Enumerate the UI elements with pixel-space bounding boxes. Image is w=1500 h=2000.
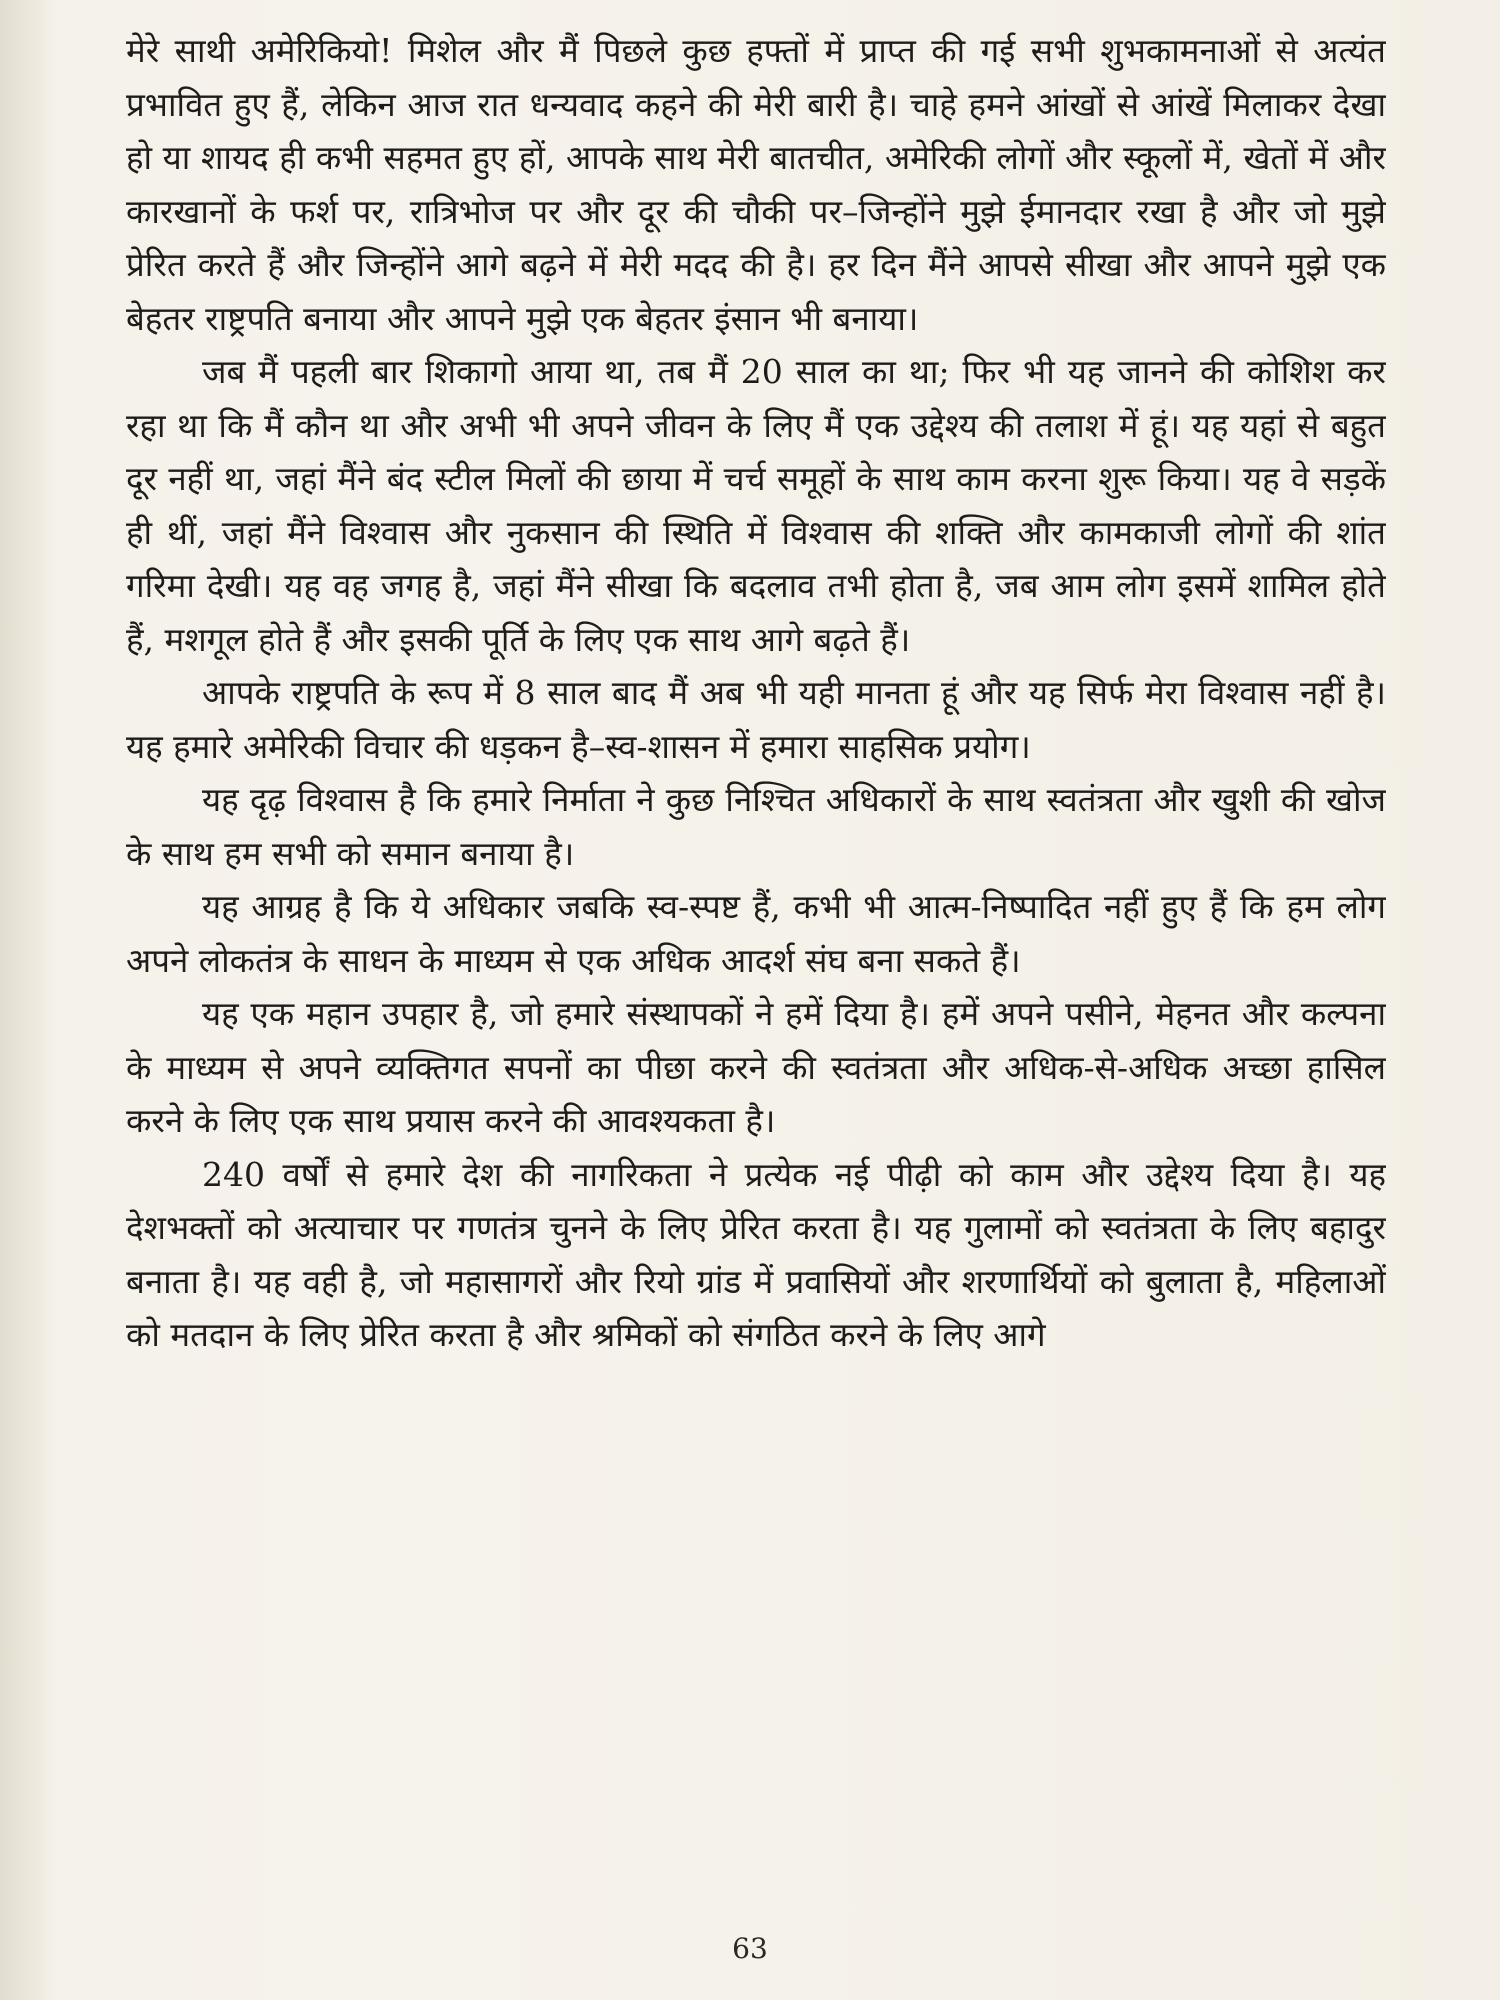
page-number: 63 xyxy=(732,1932,768,1965)
page-gutter-shadow xyxy=(0,0,48,2000)
paragraph-5: यह आग्रह है कि ये अधिकार जबकि स्व-स्पष्ट हैं, कभी भी आत्म-निष्पादित नहीं हुए हैं कि हम लोग अपने लोकतंत्र के साधन के माध्यम से एक अधिक आदर्श संघ बना सकते हैं। xyxy=(126,887,1386,980)
paragraph-1: मेरे साथी अमेरिकियो! मिशेल और मैं पिछले कुछ हफ्तों में प्राप्त की गई सभी शुभकामनाओं से अत्यंत प्रभावित हुए हैं, लेकिन आज रात धन्यवाद कहने की मेरी बारी है। चाहे हमने आंखों से आंखें मिलाकर देखा हो या शायद ही कभी सहमत हुए हों, आपके साथ मेरी बातचीत, अमेरिकी लोगों और स्कूलों में, खेतों में और कारखानों के फर्श पर, रात्रिभोज पर और दूर की चौकी पर–जिन्होंने मुझे ईमानदार रखा है और जो मुझे प्रेरित करते हैं और जिन्होंने आगे बढ़ने में मेरी मदद की है। हर दिन मैंने आपसे सीखा और आपने मुझे एक बेहतर राष्ट्रपति बनाया और आपने मुझे एक बेहतर इंसान भी बनाया। xyxy=(126,31,1386,338)
paragraph-7: 240 वर्षों से हमारे देश की नागरिकता ने प्रत्येक नई पीढ़ी को काम और उद्देश्य दिया है। यह देशभक्तों को अत्याचार पर गणतंत्र चुनने के लिए प्रेरित करता है। यह गुलामों को स्वतंत्रता के लिए बहादुर बनाता है। यह वही है, जो महासागरों और रियो ग्रांड में प्रवासियों और शरणार्थियों को बुलाता है, महिलाओं को मतदान के लिए प्रेरित करता है और श्रमिकों को संगठित करने के लिए आगे xyxy=(126,1154,1386,1354)
paragraph-3: आपके राष्ट्रपति के रूप में 8 साल बाद मैं अब भी यही मानता हूं और यह सिर्फ मेरा विश्वास नहीं है। यह हमारे अमेरिकी विचार की धड़कन है–स्व-शासन में हमारा साहसिक प्रयोग। xyxy=(126,673,1386,766)
body-text xyxy=(126,24,1386,1904)
paragraph-2: जब मैं पहली बार शिकागो आया था, तब मैं 20 साल का था; फिर भी यह जानने की कोशिश कर रहा था कि मैं कौन था और अभी भी अपने जीवन के लिए मैं एक उद्देश्य की तलाश में हूं। यह यहां से बहुत दूर नहीं था, जहां मैंने बंद स्टील मिलों की छाया में चर्च समूहों के साथ काम करना शुरू किया। यह वे सड़कें ही थीं, जहां मैंने विश्वास और नुकसान की स्थिति में विश्वास की शक्ति और कामकाजी लोगों की शांत गरिमा देखी। यह वह जगह है, जहां मैंने सीखा कि बदलाव तभी होता है, जब आम लोग इसमें शामिल होते हैं, मशगूल होते हैं और इसकी पूर्ति के लिए एक साथ आगे बढ़ते हैं। xyxy=(126,352,1386,659)
paragraph-4: यह दृढ़ विश्वास है कि हमारे निर्माता ने कुछ निश्चित अधिकारों के साथ स्वतंत्रता और खुशी की खोज के साथ हम सभी को समान बनाया है। xyxy=(126,780,1386,873)
paragraph-6: यह एक महान उपहार है, जो हमारे संस्थापकों ने हमें दिया है। हमें अपने पसीने, मेहनत और कल्पना के माध्यम से अपने व्यक्तिगत सपनों का पीछा करने की स्वतंत्रता और अधिक-से-अधिक अच्छा हासिल करने के लिए एक साथ प्रयास करने की आवश्यकता है। xyxy=(126,994,1386,1140)
